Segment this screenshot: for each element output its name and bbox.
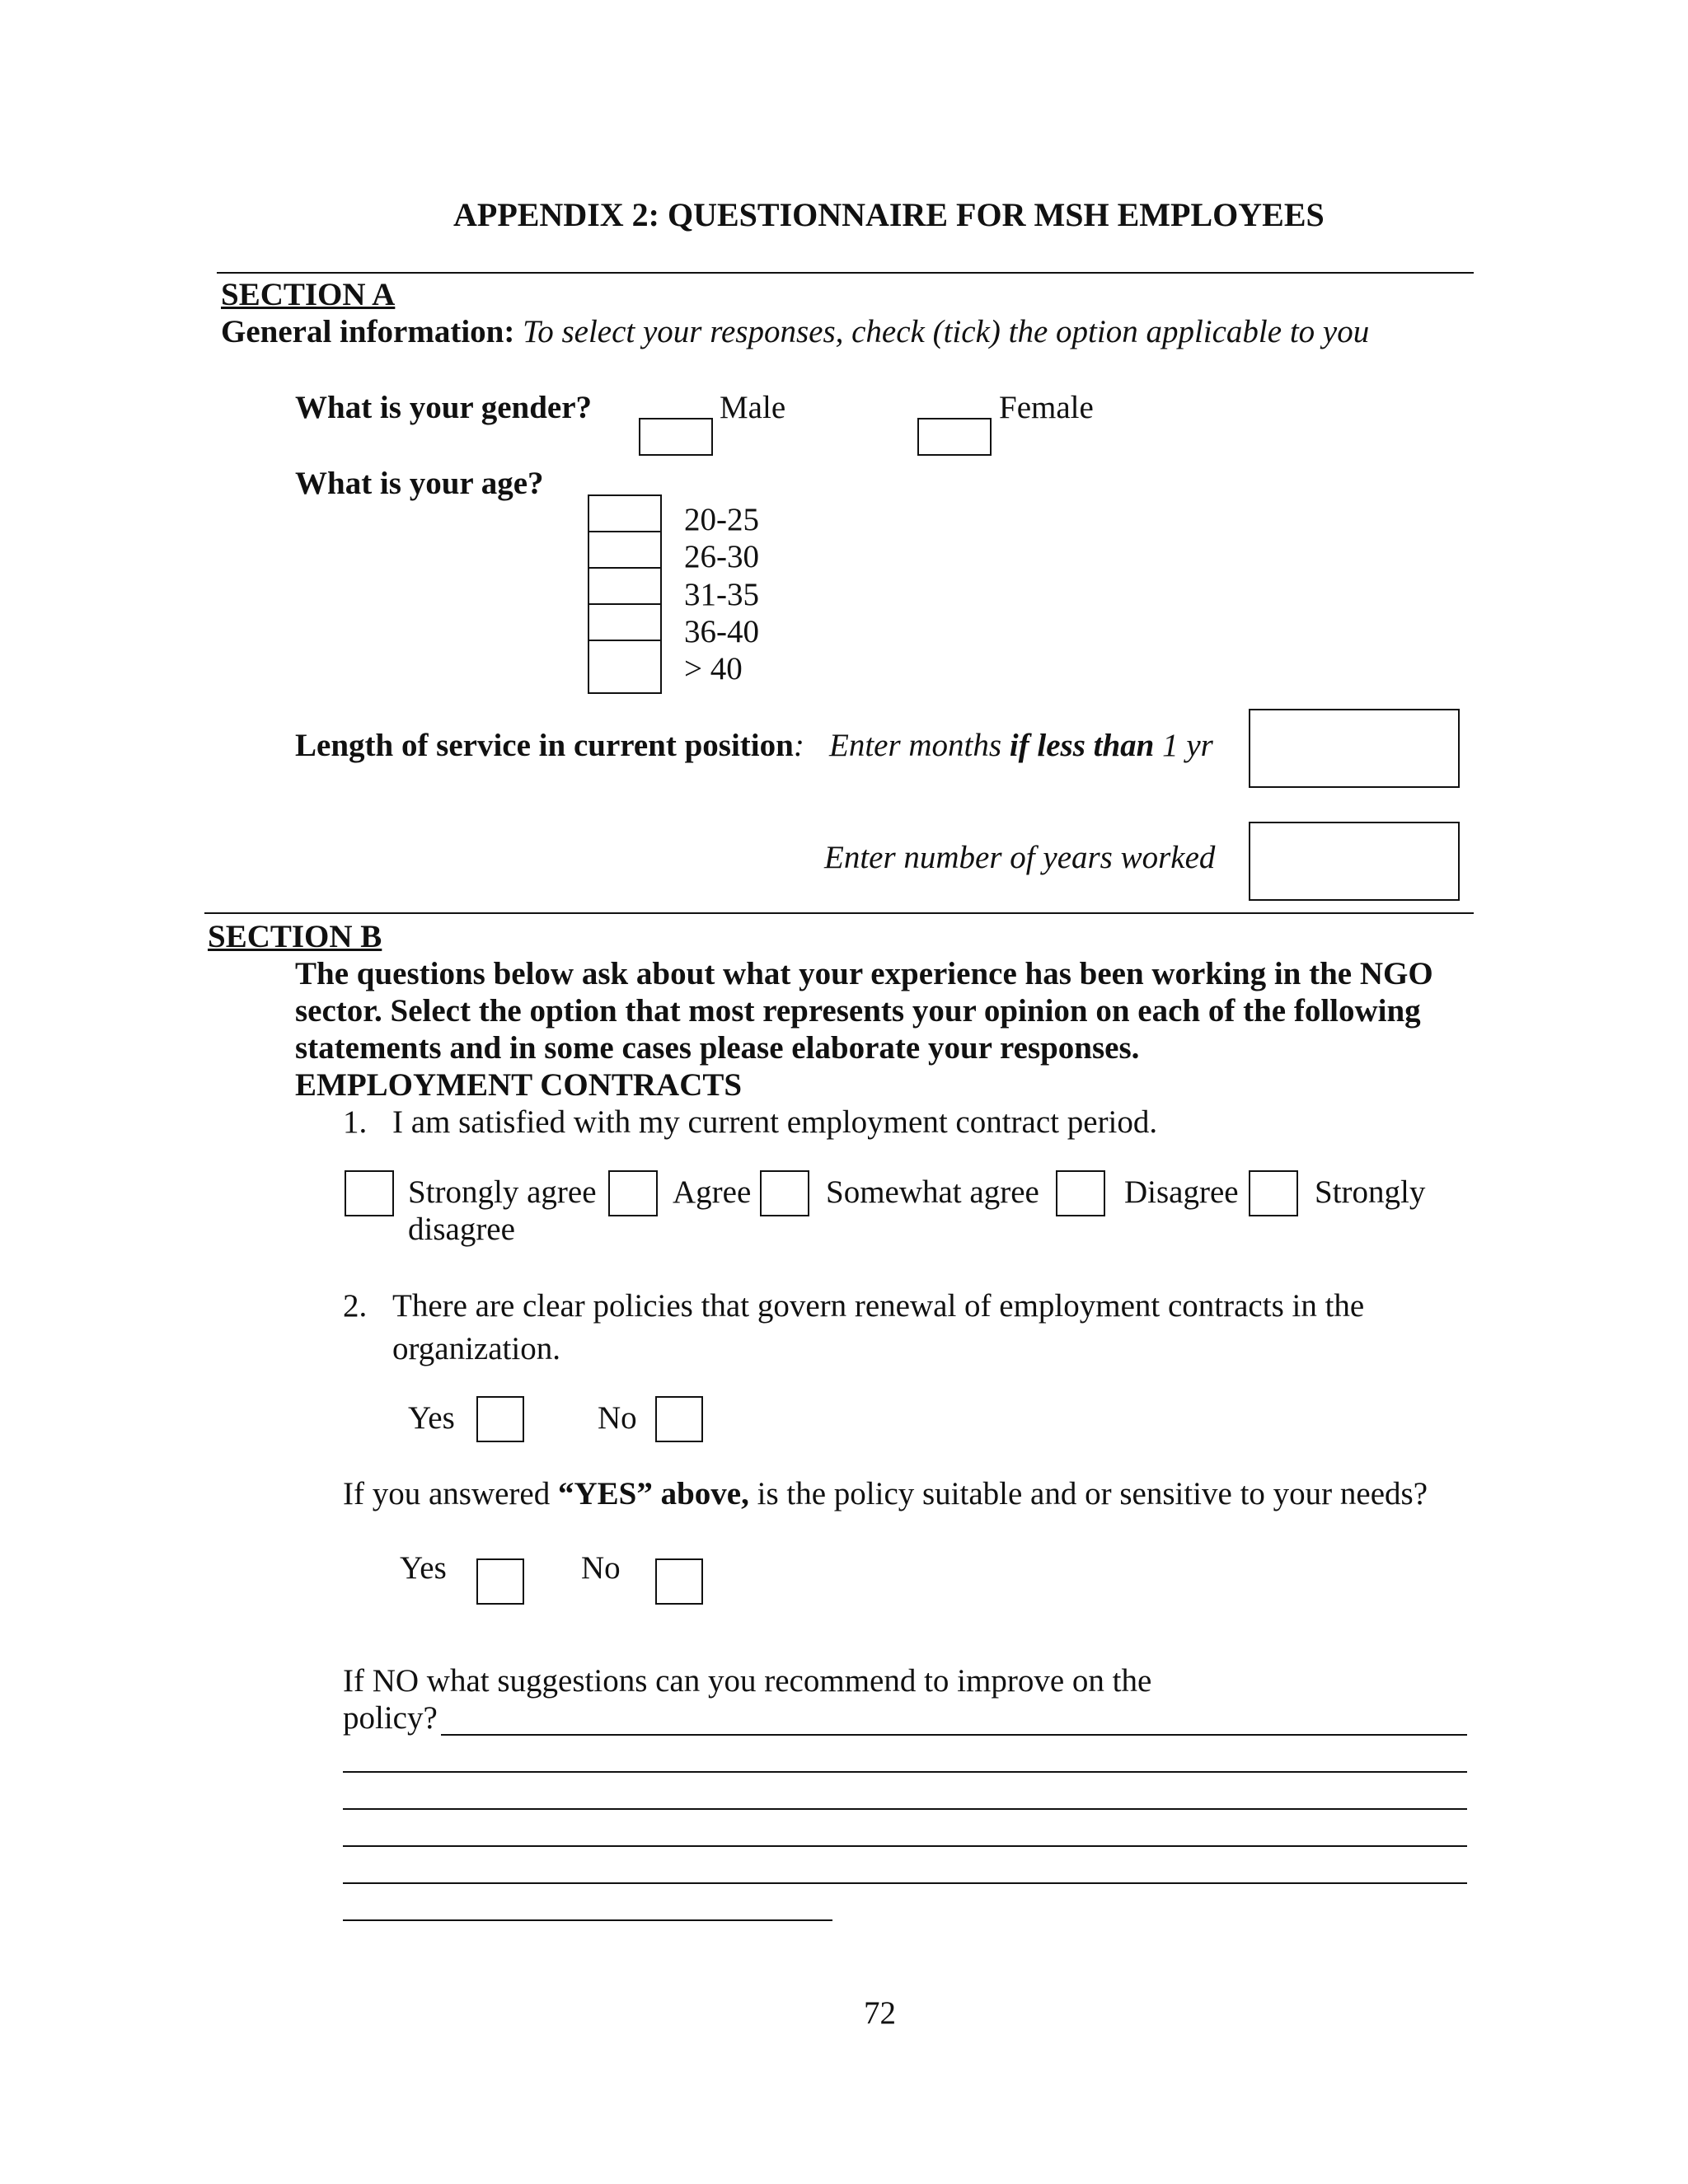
general-information-instruction: To select your responses, check (tick) the option applicable to you (523, 314, 1370, 349)
divider-top (217, 272, 1474, 274)
age-question: What is your age? (295, 466, 544, 501)
suggestion-answer-line-2[interactable] (343, 1771, 1467, 1773)
q2-yes-label: Yes (408, 1400, 455, 1436)
q1-agree-checkbox[interactable] (608, 1170, 658, 1216)
q1-somewhat-agree-checkbox[interactable] (760, 1170, 809, 1216)
age-checkbox-1[interactable] (588, 494, 662, 532)
age-option-3: 31-35 (684, 577, 759, 612)
suggestion-line-2: policy? (343, 1700, 438, 1736)
age-checkbox-5[interactable] (588, 640, 662, 694)
service-colon: : (793, 728, 804, 763)
gender-question: What is your gender? (295, 390, 593, 425)
q1-option-strongly-agree: Strongly agree (408, 1174, 597, 1210)
section-b-intro-line-1: The questions below ask about what your experience has been working in the NGO (295, 956, 1433, 991)
age-checkbox-4[interactable] (588, 603, 662, 641)
general-information (221, 313, 1369, 351)
q1-strongly-disagree-checkbox[interactable] (1249, 1170, 1298, 1216)
q1-option-disagree: Disagree (1124, 1174, 1239, 1210)
page-number: 72 (864, 1995, 896, 2031)
q1-text: I am satisfied with my current employment contract period. (392, 1104, 1158, 1140)
service-years-input[interactable] (1249, 822, 1460, 901)
section-a-heading: SECTION A (221, 277, 396, 312)
age-option-2: 26-30 (684, 539, 759, 574)
followup-post: is the policy suitable and or sensitive to your needs? (748, 1476, 1428, 1511)
q2-no-label: No (598, 1400, 637, 1436)
followup-pre: If you answered (343, 1476, 558, 1511)
q1-number: 1. (343, 1104, 368, 1140)
age-checkbox-3[interactable] (588, 567, 662, 605)
service-months-input[interactable] (1249, 709, 1460, 788)
gender-female-checkbox[interactable] (917, 418, 992, 456)
age-checkbox-2[interactable] (588, 531, 662, 569)
followup-bold: “YES” above, (557, 1476, 749, 1511)
q1-option-agree: Agree (673, 1174, 752, 1210)
q1-option-strongly: Strongly (1315, 1174, 1426, 1210)
q1-strongly-agree-checkbox[interactable] (345, 1170, 394, 1216)
gender-male-label: Male (720, 390, 786, 425)
service-label: Length of service in current position (295, 728, 794, 763)
q1-option-disagree-wrap: disagree (408, 1212, 515, 1247)
service-months-pre: Enter months (829, 728, 1002, 763)
q2-text-line-1: There are clear policies that govern renewal of employment contracts in the (392, 1288, 1365, 1324)
section-b-heading: SECTION B (208, 919, 382, 954)
q1-option-somewhat-agree: Somewhat agree (826, 1174, 1039, 1210)
suggestion-answer-line-1[interactable] (441, 1734, 1467, 1736)
section-b-intro-line-3: statements and in some cases please elaborate your responses. (295, 1030, 1140, 1066)
followup-yes-checkbox[interactable] (476, 1558, 524, 1605)
service-years-instruction: Enter number of years worked (824, 840, 1216, 875)
service-months-bold: if less than (1009, 728, 1155, 763)
service-question (295, 727, 804, 765)
suggestion-answer-line-5[interactable] (343, 1882, 1467, 1884)
page-title: APPENDIX 2: QUESTIONNAIRE FOR MSH EMPLOYEES (453, 196, 1325, 233)
age-option-1: 20-25 (684, 502, 759, 537)
followup-no-label: No (581, 1550, 621, 1586)
divider-middle (204, 912, 1474, 914)
employment-contracts-heading: EMPLOYMENT CONTRACTS (295, 1067, 743, 1103)
section-b-intro-line-2: sector. Select the option that most represents your opinion on each of the following (295, 993, 1421, 1029)
suggestion-line-1: If NO what suggestions can you recommend to improve on the (343, 1663, 1152, 1699)
q2-yes-checkbox[interactable] (476, 1396, 524, 1442)
suggestion-answer-line-3[interactable] (343, 1808, 1467, 1810)
followup-no-checkbox[interactable] (655, 1558, 703, 1605)
service-months-post: 1 yr (1162, 728, 1213, 763)
gender-male-checkbox[interactable] (639, 418, 713, 456)
followup-yes-label: Yes (400, 1550, 447, 1586)
q2-no-checkbox[interactable] (655, 1396, 703, 1442)
age-option-5: > 40 (684, 651, 743, 687)
q2-number: 2. (343, 1288, 368, 1324)
gender-female-label: Female (999, 390, 1094, 425)
general-information-label: General information: (221, 314, 515, 349)
age-option-4: 36-40 (684, 614, 759, 649)
followup-question (343, 1475, 1428, 1513)
suggestion-answer-line-6[interactable] (343, 1919, 832, 1921)
q1-disagree-checkbox[interactable] (1056, 1170, 1105, 1216)
service-months-instruction (829, 727, 1213, 765)
q2-text-line-2: organization. (392, 1331, 560, 1366)
suggestion-answer-line-4[interactable] (343, 1845, 1467, 1847)
